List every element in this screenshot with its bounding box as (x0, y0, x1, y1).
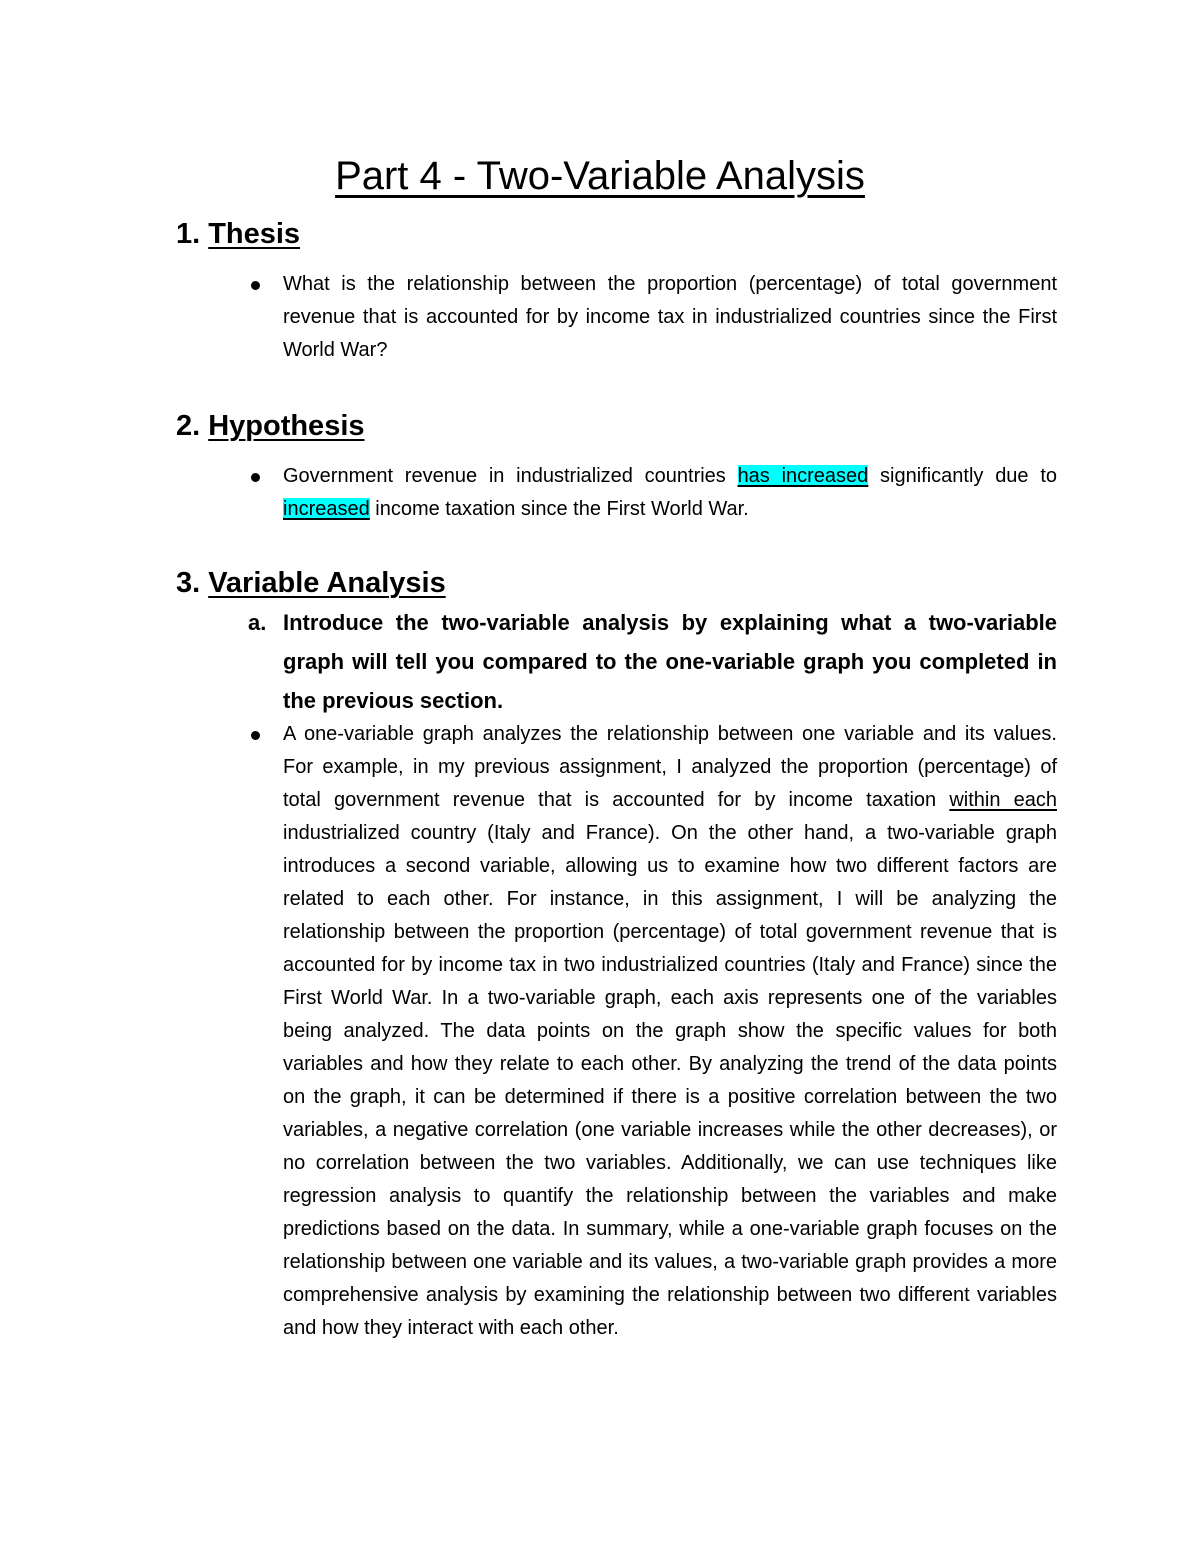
hypothesis-text-part: Government revenue in industrialized countries (283, 465, 738, 487)
section-heading-hypothesis (176, 406, 365, 446)
thesis-text: What is the relationship between the proportion (percentage) of total government revenue that is accounted for by income tax in industrialized countries since the First World War? (283, 273, 1057, 361)
section-title: Thesis (208, 218, 301, 250)
hypothesis-text (283, 460, 1057, 526)
page-title: Part 4 - Two-Variable Analysis (335, 154, 865, 198)
bullet-icon (251, 281, 260, 290)
section-number: 2. (176, 410, 201, 442)
highlighted-text: has increased (737, 465, 869, 487)
section-heading-variable-analysis (176, 563, 446, 603)
section-number: 3. (176, 567, 201, 599)
bullet-icon (251, 473, 260, 482)
section-heading-thesis (176, 214, 300, 254)
section-number: 1. (176, 218, 201, 250)
section-title: Variable Analysis (208, 567, 446, 599)
highlighted-text: increased (283, 498, 370, 520)
hypothesis-text-part: significantly due to (868, 465, 1057, 487)
variable-analysis-text (283, 718, 1057, 1345)
sub-item-label: a. (248, 610, 267, 635)
underlined-text: within each (949, 789, 1058, 811)
bullet-icon (251, 731, 260, 740)
sub-item-prompt: Introduce the two-variable analysis by explaining what a two-variable graph will tell you compared to the one-variable graph you completed in the previous section. (283, 610, 1057, 713)
analysis-text-part: A one-variable graph analyzes the relationship between one variable and its values. For example, in my previous assignment, I analyzed the proportion (percentage) of total government revenue that is accounted for by income taxation (283, 723, 1057, 811)
section-title: Hypothesis (208, 410, 365, 442)
analysis-text-part: industrialized country (Italy and France). On the other hand, a two-variable graph introduces a second variable, allowing us to examine how two different factors are related to each other. For instance, in this assignment, I will be analyzing the relationship between the proportion (percentage) of total government revenue that is accounted for by income tax in two industrialized countries (Italy and France) since the First World War. In a two-variable graph, each axis represents one of the variables being analyzed. The data points on the graph show the specific values for both variables and how they relate to each other. By analyzing the trend of the data points on the graph, it can be determined if there is a positive correlation between the two variables, a negative correlation (one variable increases while the other decreases), or no correlation between the two variables. Additionally, we can use techniques like regression analysis to quantify the relationship between the variables and make predictions based on the data. In summary, while a one-variable graph focuses on the relationship between one variable and its values, a two-variable graph provides a more comprehensive analysis by examining the relationship between two different variables and how they interact with each other. (283, 822, 1057, 1339)
hypothesis-text-part: income taxation since the First World War. (369, 498, 749, 520)
